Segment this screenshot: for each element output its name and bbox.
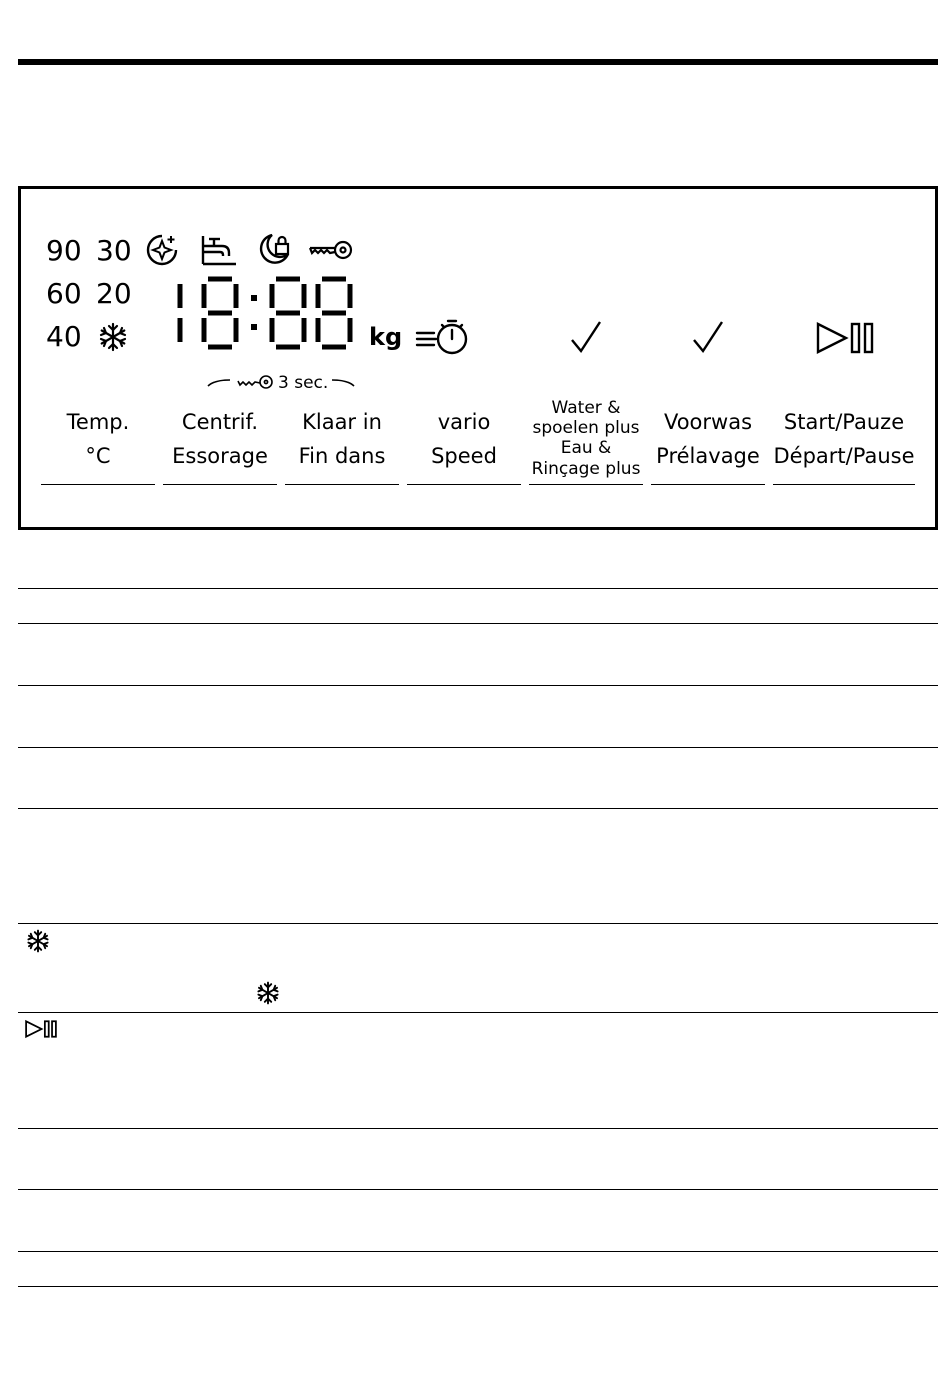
btn-start-line2[interactable]: Départ/Pause [773, 444, 915, 468]
play-pause-icon [816, 322, 874, 354]
night-lock-icon [256, 232, 292, 268]
temp-60: 60 [46, 277, 82, 310]
table-rule [18, 808, 938, 809]
tap-icon [200, 233, 238, 267]
seven-segment-display [172, 276, 358, 350]
header-rule [18, 59, 938, 65]
temp-90: 90 [46, 234, 82, 267]
table-rule [18, 747, 938, 748]
table-rule [18, 1189, 938, 1190]
btn-rinse-underline [529, 484, 643, 485]
check-icon [570, 320, 602, 354]
btn-prewash-underline [651, 484, 765, 485]
btn-start-underline [773, 484, 915, 485]
sparkle-timer-icon [145, 233, 179, 267]
btn-temp-underline [41, 484, 155, 485]
table-rule [18, 1251, 938, 1252]
table-rule [18, 1286, 938, 1287]
check-icon [692, 320, 724, 354]
btn-spin-underline [163, 484, 277, 485]
btn-speed-underline [407, 484, 521, 485]
btn-spin-line1[interactable]: Centrif. [181, 410, 259, 434]
btn-temp-line1[interactable]: Temp. [66, 410, 130, 434]
btn-rinse-line2[interactable]: spoelen plus [532, 418, 640, 438]
cold-snowflake-icon [256, 981, 280, 1005]
table-rule [18, 623, 938, 624]
cold-snowflake-icon [98, 322, 128, 352]
table-rule [18, 1128, 938, 1129]
cold-snowflake-icon [26, 929, 50, 953]
temp-20: 20 [96, 277, 132, 310]
table-rule [18, 923, 938, 924]
btn-prewash-line1[interactable]: Voorwas [663, 410, 753, 434]
speed-timer-icon [414, 318, 470, 356]
temp-40: 40 [46, 320, 82, 353]
lock-note: 3 sec. [278, 373, 329, 393]
btn-finish-underline [285, 484, 399, 485]
table-rule [18, 685, 938, 686]
play-pause-icon [25, 1020, 57, 1038]
btn-prewash-line2[interactable]: Prélavage [656, 444, 760, 468]
btn-rinse-line1[interactable]: Water & [551, 398, 621, 418]
unit-label: kg [369, 323, 403, 351]
btn-temp-line2[interactable]: °C [85, 444, 111, 468]
btn-speed-line1[interactable]: vario [437, 410, 491, 434]
table-rule [18, 588, 938, 589]
btn-start-line1[interactable]: Start/Pauze [783, 410, 905, 434]
btn-speed-line2[interactable]: Speed [431, 444, 497, 468]
key-icon [308, 240, 354, 260]
btn-rinse-line3[interactable]: Eau & [560, 438, 612, 458]
btn-finish-line1[interactable]: Klaar in [302, 410, 382, 434]
btn-spin-line2[interactable]: Essorage [172, 444, 268, 468]
temp-30: 30 [96, 234, 132, 267]
btn-rinse-line4[interactable]: Rinçage plus [531, 459, 641, 479]
table-rule [18, 1012, 938, 1013]
btn-finish-line2[interactable]: Fin dans [298, 444, 386, 468]
